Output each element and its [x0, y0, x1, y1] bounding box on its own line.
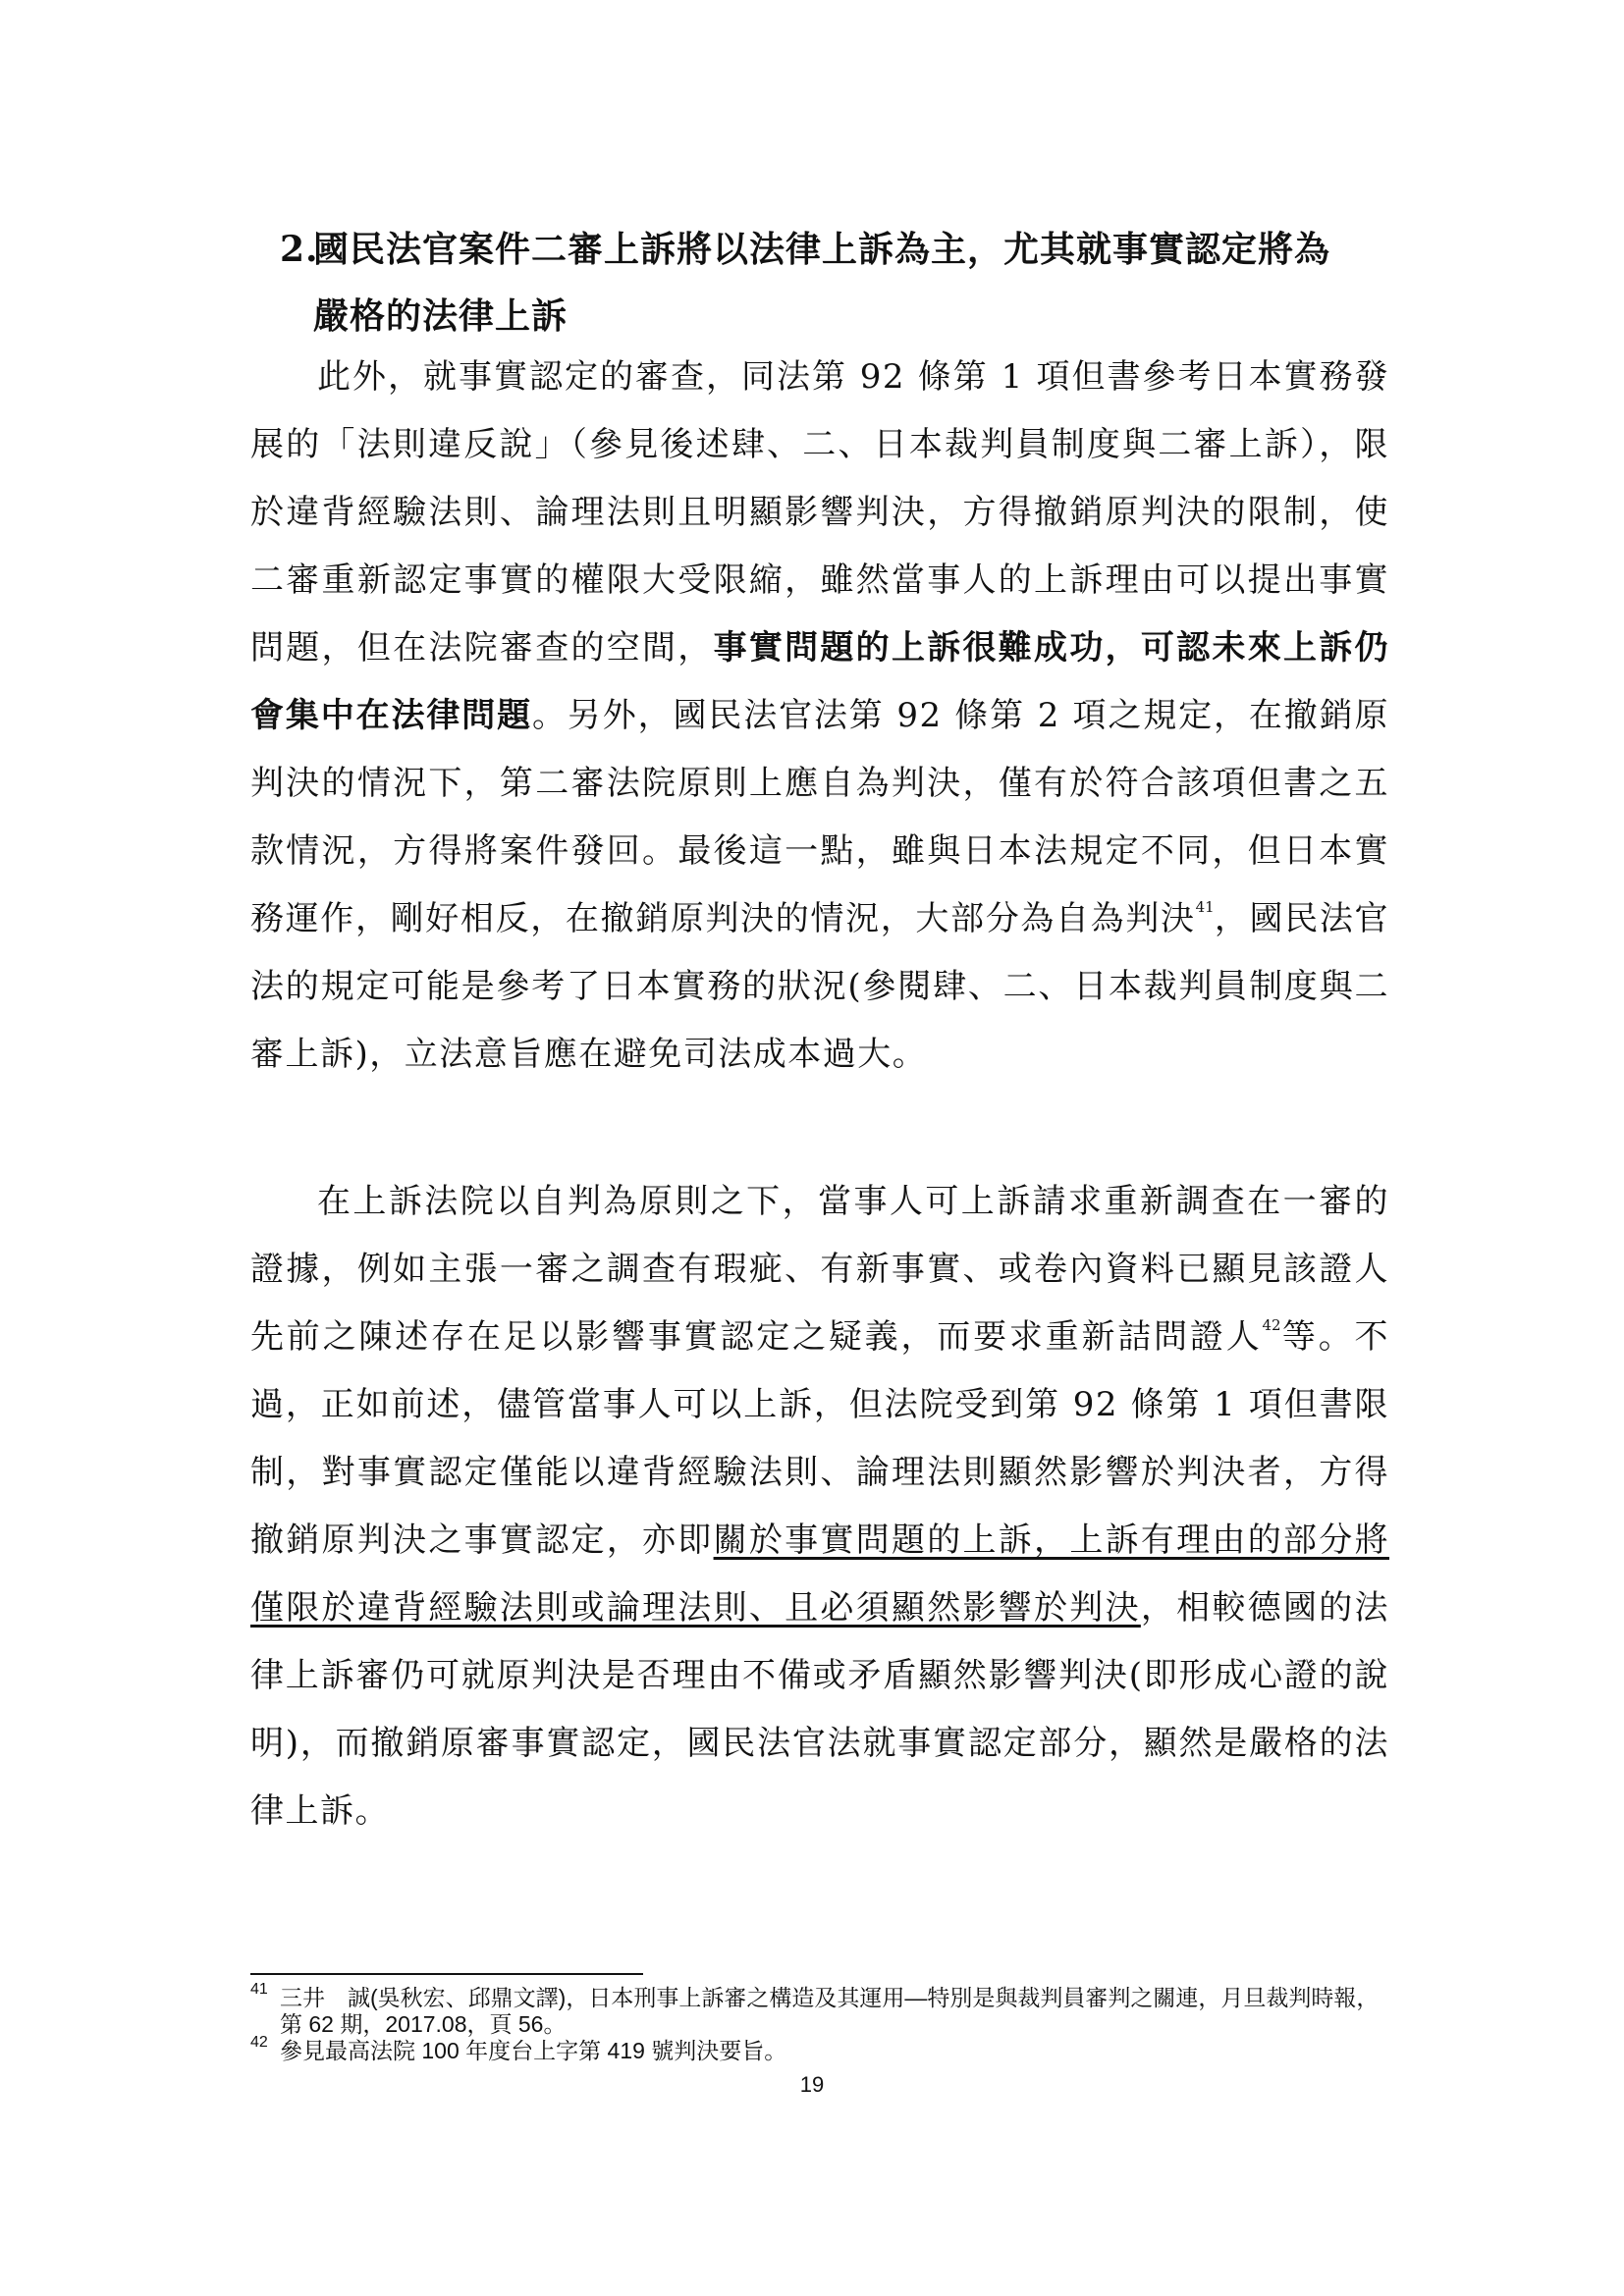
footnote-text: 參見最高法院 100 年度台上字第 419 號判決要旨。: [280, 2038, 787, 2063]
footnote-42: [250, 2034, 1389, 2064]
paragraph-2-text-c: ，相較德國的法律上訴審仍可就原判決是否理由不備或矛盾顯然影響判決(即形成心證的說明)，而撤銷原審事實認定，國民法官法就事實認定部分，顯然是嚴格的法律上訴。: [250, 1588, 1390, 1831]
footnote-text: 三井 誠(吳秋宏、邱鼎文譯)，日本刑事上訴審之構造及其運用—特別是與裁判員審判之關連，月旦裁判時報，第 62 期，2017.08，頁 56。: [280, 1985, 1380, 2037]
page-number: 19: [799, 2072, 825, 2097]
paragraph-2: [250, 1168, 1389, 1845]
footnote-divider: [250, 1973, 643, 1975]
footnote-ref-41[interactable]: 41: [1195, 898, 1215, 916]
footnotes: [250, 1981, 1389, 2064]
paragraph-2-text-a: 在上訴法院以自判為原則之下，當事人可上訴請求重新調查在一審的證據，例如主張一審之調查有瑕疵、有新事實、或卷內資料已顯見該證人先前之陳述存在足以影響事實認定之疑義，而要求重新詰問證人: [250, 1182, 1389, 1357]
footnote-41: [250, 1981, 1389, 2038]
section-heading-line2: 嚴格的法律上訴: [313, 295, 568, 337]
paragraph-1-text-c: ，國民法官法的規定可能是參考了日本實務的狀況(參閱肆、二、日本裁判員制度與二審上訴)，立法意旨應在避免司法成本過大。: [250, 899, 1390, 1074]
footnote-ref-42[interactable]: 42: [1262, 1316, 1281, 1334]
section-heading-line1: 國民法官案件二審上訴將以法律上訴為主，尤其就事實認定將為: [313, 229, 1331, 270]
paragraph-1-text-a: 此外，就事實認定的審查，同法第 92 條第 1 項但書參考日本實務發展的「法則違反說」（參見後述肆、二、日本裁判員制度與二審上訴），限於違背經驗法則、論理法則且明顯影響判決，方得撤銷原判決的限制，使二審重新認定事實的權限大受限縮，雖然當事人的上訴理由可以提出事實問題，但在法院審查的空間，: [250, 357, 1389, 667]
paragraph-1-bold-text: 事實問題的上訴很難成功，可認未來上訴仍會集中在法律問題: [250, 628, 1390, 735]
section-heading: [280, 216, 1389, 349]
paragraph-1: [250, 344, 1389, 1089]
footnote-number: 41: [250, 1981, 268, 1998]
paragraph-1-text-b: 。另外，國民法官法第 92 條第 2 項之規定，在撤銷原判決的情況下，第二審法院原則上應自為判決，僅有於符合該項但書之五款情況，方得將案件發回。最後這一點，雖與日本法規定不同，但日本實務運作，剛好相反，在撤銷原判決的情況，大部分為自為判決: [250, 696, 1389, 938]
section-number: 2.: [280, 229, 319, 270]
paragraph-2-underlined-text: 關於事實問題的上訴，上訴有理由的部分將僅限於違背經驗法則或論理法則、且必須顯然影響於判決: [250, 1521, 1390, 1628]
footnote-number: 42: [250, 2034, 268, 2051]
paragraph-2-text-b: 等。不過，正如前述，儘管當事人可以上訴，但法院受到第 92 條第 1 項但書限制，對事實認定僅能以違背經驗法則、論理法則顯然影響於判決者，方得撤銷原判決之事實認定，亦即: [250, 1317, 1390, 1560]
